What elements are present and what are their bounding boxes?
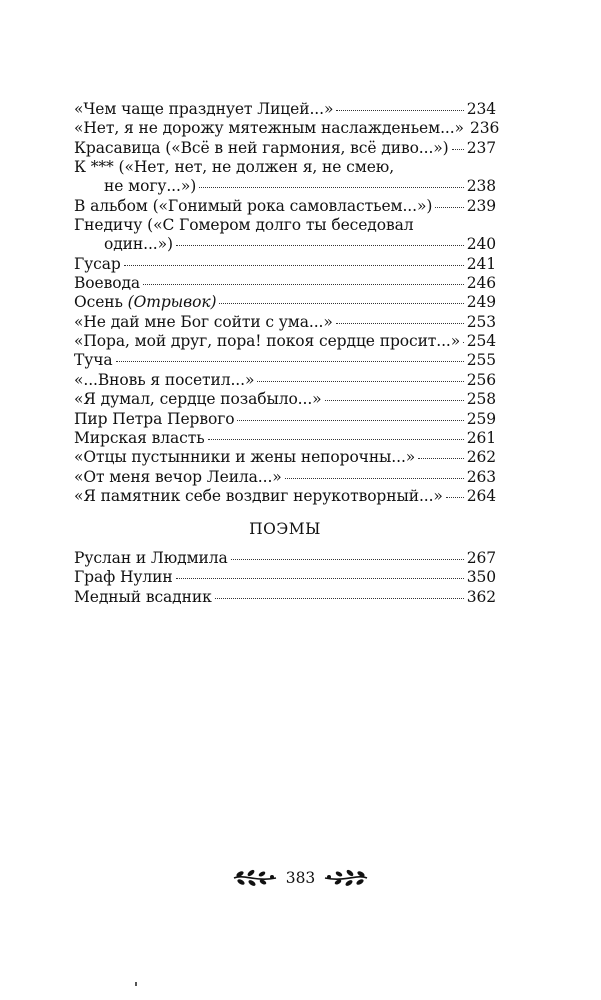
leader-dots xyxy=(208,439,464,440)
toc-entry xyxy=(74,332,496,351)
toc-entry-title: Туча xyxy=(74,351,113,370)
toc-entry xyxy=(74,139,496,158)
leader-dots xyxy=(257,381,463,382)
leader-dots xyxy=(452,149,464,150)
toc-entry-page: 253 xyxy=(466,312,496,331)
toc-entry-title: «...Вновь я посетил...» xyxy=(74,370,255,389)
toc-entry-title: «Я думал, сердце позабыло...» xyxy=(74,390,322,409)
toc-entry-title: «Я памятник себе воздвиг нерукотворный...» xyxy=(74,486,443,505)
toc-entry-page: 234 xyxy=(466,100,496,118)
toc-entry-page: 255 xyxy=(466,351,496,370)
toc-entry-title: «От меня вечор Леила...» xyxy=(74,467,282,486)
toc-entry xyxy=(74,429,496,448)
leader-dots xyxy=(199,187,464,188)
toc-list-long-poems xyxy=(74,549,496,607)
toc-entry-page: 246 xyxy=(466,274,496,293)
toc-entry-title: Пир Петра Первого xyxy=(74,409,235,428)
toc-entry xyxy=(74,235,496,254)
toc-entry-title: Воевода xyxy=(74,274,141,293)
toc-entry xyxy=(74,274,496,293)
toc-entry-title-line1: Гнедичу («С Гомером долго ты беседовал xyxy=(74,216,414,235)
toc-entry-page: 240 xyxy=(466,235,496,254)
toc-entry-title: «Чем чаще празднует Лицей...» xyxy=(74,100,334,118)
leader-dots xyxy=(446,497,464,498)
toc-entry-title: Руслан и Людмила xyxy=(74,549,228,567)
toc-entry xyxy=(74,119,500,138)
toc-entry xyxy=(74,468,496,487)
toc-entry-page: 267 xyxy=(466,549,496,567)
toc-entry-title: «Не дай мне Бог сойти с ума...» xyxy=(74,312,333,331)
toc-entry-page: 254 xyxy=(466,332,496,351)
toc-entry-page: 259 xyxy=(466,409,496,428)
toc-entry-title-line1: К *** («Нет, нет, не должен я, не смею, xyxy=(74,158,395,177)
toc-entry xyxy=(74,197,496,216)
leaf-vine-ornament-icon xyxy=(323,868,369,888)
leader-dots xyxy=(176,245,464,246)
toc-entry-title: не могу...») xyxy=(104,177,197,196)
toc-entry-page: 238 xyxy=(466,177,496,196)
toc-entry xyxy=(74,255,496,274)
toc-entry-page: 241 xyxy=(466,254,496,273)
toc-entry-title: Граф Нулин xyxy=(74,568,173,587)
toc-entry-title: «Отцы пустынники и жены непорочны...» xyxy=(74,448,416,467)
toc-entry-title: Красавица («Всё в ней гармония, всё диво...») xyxy=(74,138,449,157)
toc-entry-page: 239 xyxy=(466,196,496,215)
leader-dots xyxy=(219,303,463,304)
leader-dots xyxy=(215,598,464,599)
toc-entry-title: Мирская власть xyxy=(74,428,205,447)
leader-dots xyxy=(418,458,464,459)
toc-entry-subtitle: (Отрывок) xyxy=(127,293,217,312)
toc-entry-title: В альбом («Гонимый рока самовластьем...») xyxy=(74,196,433,215)
toc-entry-page: 237 xyxy=(466,138,496,157)
toc-entry-title xyxy=(74,293,216,312)
toc-entry xyxy=(74,390,496,409)
toc-entry xyxy=(74,293,496,312)
toc-entry-page: 249 xyxy=(466,293,496,312)
toc-entry-page: 262 xyxy=(466,448,496,467)
toc-entry-page: 236 xyxy=(469,119,500,138)
toc-entry xyxy=(74,448,496,467)
leader-dots xyxy=(237,420,463,421)
page-number: 383 xyxy=(285,869,316,887)
toc-entry xyxy=(74,568,496,587)
toc-entry-title: «Пора, мой друг, пора! покоя сердце просит...» xyxy=(74,332,461,351)
toc-entry xyxy=(74,100,496,119)
toc-entry-title: Гусар xyxy=(74,254,121,273)
toc-list-poems xyxy=(74,100,500,506)
leader-dots xyxy=(116,361,464,362)
leader-dots xyxy=(336,110,463,111)
toc-entry xyxy=(74,371,496,390)
print-speck xyxy=(135,982,137,986)
page-folio xyxy=(0,868,601,888)
leader-dots xyxy=(176,578,464,579)
toc-entry-page: 258 xyxy=(466,390,496,409)
toc-entry-page: 263 xyxy=(466,467,496,486)
leader-dots xyxy=(336,323,464,324)
leader-dots xyxy=(325,400,464,401)
toc-entry xyxy=(74,410,496,429)
toc-entry xyxy=(74,487,496,506)
leader-dots xyxy=(435,207,463,208)
toc-entry xyxy=(74,351,496,370)
toc-entry xyxy=(74,313,496,332)
leader-dots xyxy=(124,265,464,266)
leader-dots xyxy=(463,342,464,343)
toc-entry-page: 256 xyxy=(466,370,496,389)
toc-entry-title: «Нет, я не дорожу мятежным наслажденьем...» xyxy=(74,119,464,138)
toc-entry-page: 362 xyxy=(466,587,496,606)
toc-entry-title: один...») xyxy=(104,235,173,254)
toc-entry-title: Медный всадник xyxy=(74,587,212,606)
leader-dots xyxy=(231,559,464,560)
toc-entry-title-main: Осень xyxy=(74,293,123,312)
leader-dots xyxy=(143,284,464,285)
toc-entry-page: 261 xyxy=(466,428,496,447)
leader-dots xyxy=(285,478,464,479)
toc-entry xyxy=(74,549,496,568)
leaf-vine-ornament-icon xyxy=(232,868,278,888)
section-heading: ПОЭМЫ xyxy=(249,520,321,538)
toc-entry-page: 264 xyxy=(466,486,496,505)
toc-entry xyxy=(74,588,496,607)
toc-entry-page: 350 xyxy=(466,568,496,587)
toc-entry xyxy=(74,177,496,196)
